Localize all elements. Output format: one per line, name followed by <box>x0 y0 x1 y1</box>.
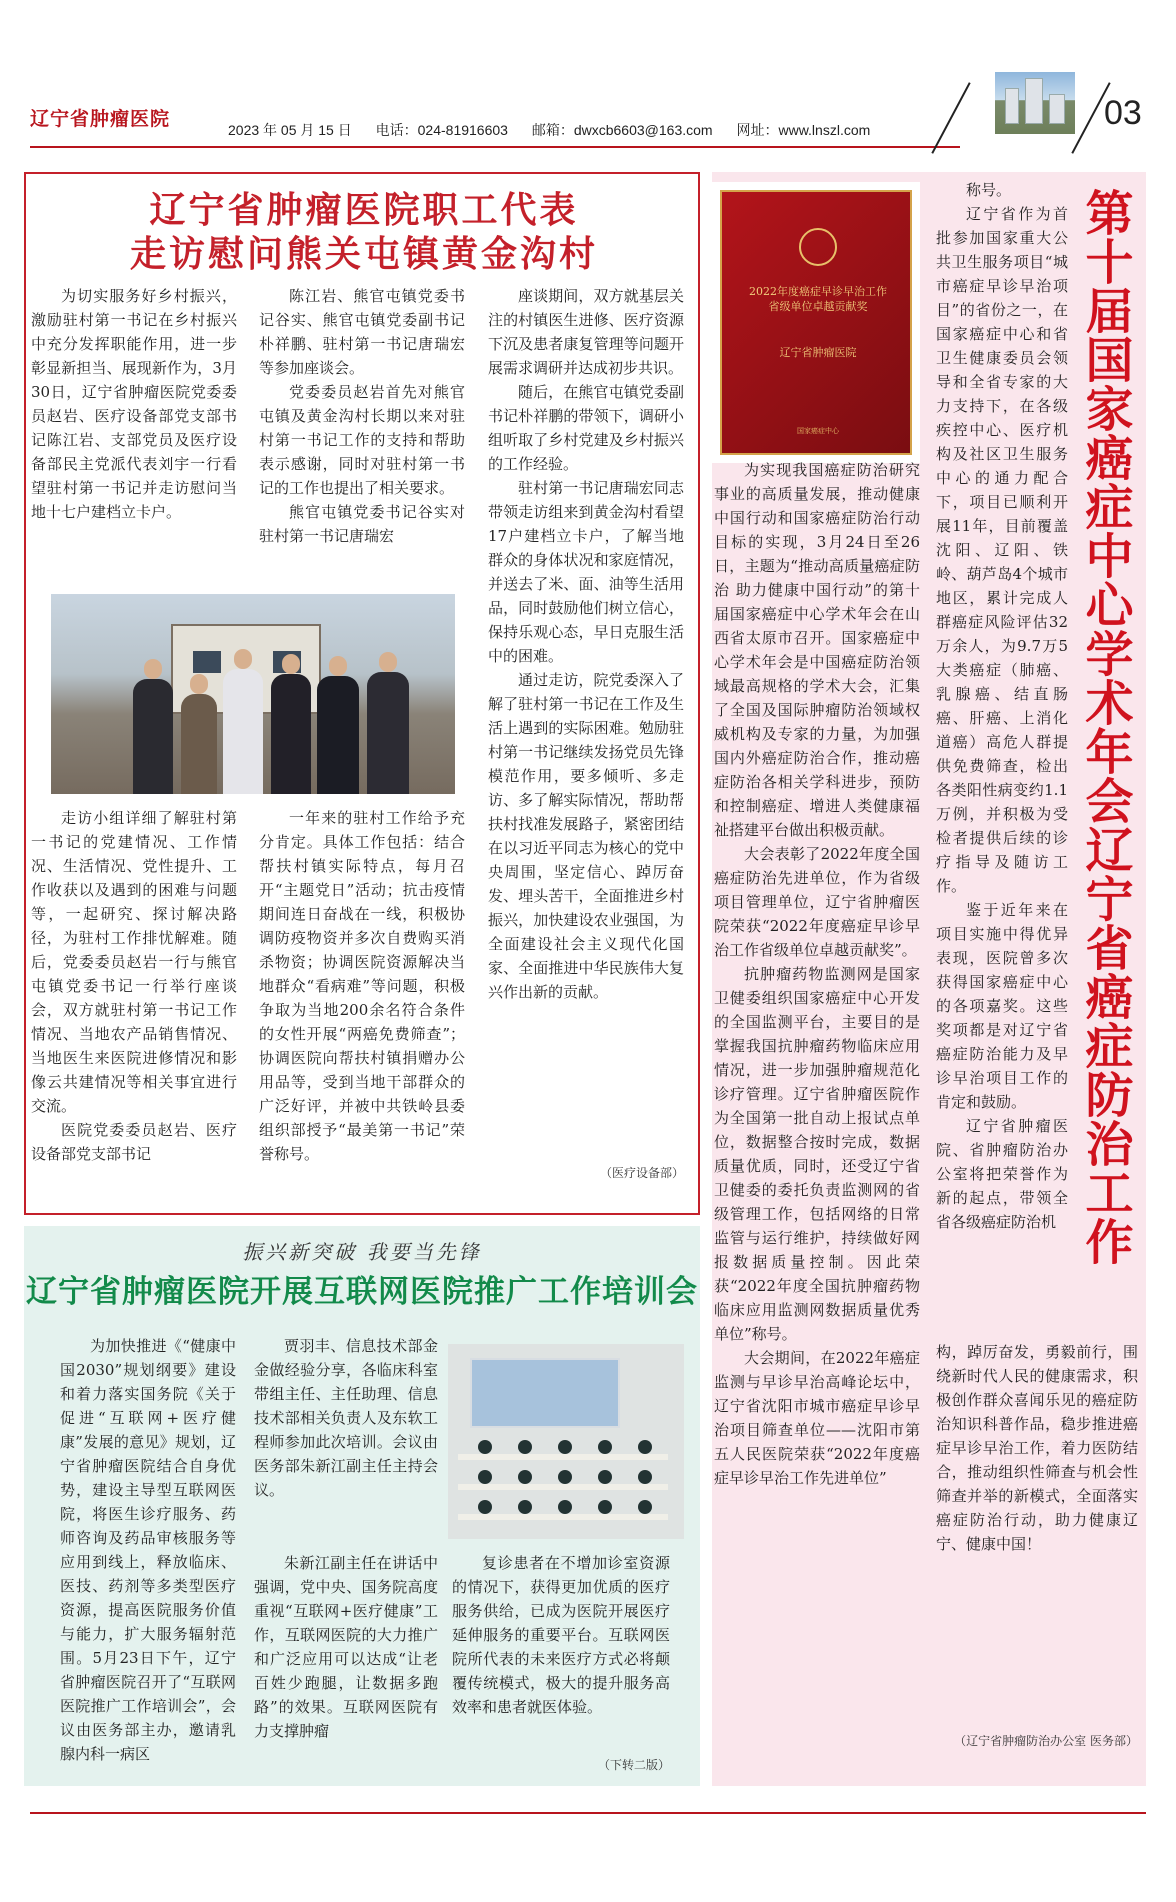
text-column: 贾羽丰、信息技术部金金做经验分享，各临床科室带组主任、主任助理、信息技术部相关负责人及东软工程师参加此次培训。会议由医务部朱新江副主任主持会议。 <box>254 1337 438 1499</box>
hospital-building-photo <box>995 72 1075 134</box>
text-column: 朱新江副主任在讲话中强调，党中央、国务院高度重视“互联网+医疗健康”工作，互联网医院的大力推广和广泛应用可以达成“让老百姓少跑腿，让数据多跑路”的效果。互联网医院有力支撑肿瘤 <box>254 1554 438 1740</box>
text-column: 构，踔厉奋发，勇毅前行，围绕新时代人民的健康需求，积极创作群众喜闻乐见的癌症防治知识科普作品，稳步推进癌症早诊早治工作，着力医防结合，推动组织性筛查与机会性筛查并举的新模式，全面落实癌症防治行动，助力健康辽宁、健康中国！ <box>936 1343 1138 1553</box>
footer-rule <box>30 1812 1146 1814</box>
article-title-line2: 走访慰问熊关屯镇黄金沟村 <box>129 233 598 275</box>
text-column: 走访小组详细了解驻村第一书记的党建情况、工作情况、生活情况、党性提升、工作收获以及遇到的困难与问题等，一起研究、探讨解决路径，为驻村工作排忧解难。随后，党委委员赵岩一行与熊官屯镇党委书记一行举行座谈会，双方就驻村第一书记工作情况、当地农产品销售情况、当地医生来医院进修情况和影像云共建情况等相关事宜进行交流。 医院党委委员赵岩、医疗设备部党支部书记 <box>31 809 237 1163</box>
website: 网址：www.lnszl.com <box>736 122 871 138</box>
article-title-line1: 辽宁省肿瘤医院职工代表 <box>149 189 579 231</box>
text-column: 陈江岩、熊官屯镇党委书记谷实、熊官屯镇党委副书记朴祥鹏、驻村第一书记唐瑞宏等参加座谈会。 党委委员赵岩首先对熊官屯镇及黄金沟村长期以来对驻村第一书记工作的支持和帮助表示感谢，同时对驻村第一书记的工作也提出了相关要求。 熊官屯镇党委书记谷实对驻村第一书记唐瑞宏 <box>259 287 465 545</box>
award-certificate-photo <box>712 182 920 463</box>
article-award <box>712 172 1146 1786</box>
issue-date: 2023 年 05 月 15 日 <box>228 122 352 138</box>
certificate-line2: 省级单位卓越贡献奖 <box>768 300 868 313</box>
page-number: 03 <box>1104 94 1142 132</box>
article-visit <box>24 172 700 1215</box>
author-signature: （辽宁省肿瘤防治办公室 医务部） <box>954 1734 1138 1748</box>
certificate-recipient: 辽宁省肿瘤医院 <box>779 346 857 359</box>
header-divider <box>931 82 970 154</box>
header-rule <box>30 146 960 148</box>
group-photo <box>51 594 455 794</box>
text-column: 一年来的驻村工作给予充分肯定。具体工作包括：结合帮扶村镇实际特点，每月召开“主题党日”活动；抗击疫情期间连日奋战在一线，积极协调防疫物资并多次自费购买消杀物资；协调医院资源解决当地群众“看病难”等问题，积极争取为当地200余名符合条件的女性开展“两癌免费筛查”；协调医院向帮扶村镇捐赠办公用品等，受到当地干部群众的广泛好评，并被中共铁岭县委组织部授予“最美第一书记”荣誉称号。 <box>259 809 465 1163</box>
article-title-vertical: 第十届国家癌症中心学术年会辽宁省癌症防治工作 <box>1077 188 1133 1266</box>
text-column: 为实现我国癌症防治研究事业的高质量发展，推动健康中国行动和国家癌症防治行动目标的实现，3月24日至26日，主题为“推动高质量癌症防治 助力健康中国行动”的第十届国家癌症中心学术年会在山西省太原市召开。国家癌症中心学术年会是中国癌症防治领域最高规格的学术大会，汇集了全国及国际肿瘤防治领域权威机构及专家的力量，为加强国内外癌症防治合作，推动癌症防治各相关学科进步，预防和控制癌症、增进人类健康福祉搭建平台做出积极贡献。 大会表彰了2022年度全国癌症防治先进单位，作为省级项目管理单位，辽宁省肿瘤医院荣获“2022年度癌症早诊早治工作省级单位卓越贡献奖”。 抗肿瘤药物监测网是国家卫健委组织国家癌症中心开发的全国监测平台，主要目的是掌握我国抗肿瘤药物临床应用情况，进一步加强肿瘤规范化诊疗管理。辽宁省肿瘤医院作为全国第一批自动上报试点单位，数据整合按时完成，数据质量优质，同时，还受辽宁省卫健委的委托负责监测网的省级管理工作，包括网络的日常监管与运行维护，持续做好网报数据质量控制。因此荣获“2022年度全国抗肿瘤药物临床应用监测网数据质量优秀单位”称号。 大会期间，在2022年癌症监测与早诊早治高峰论坛中，辽宁省沈阳市城市癌症早诊早治项目筛查单位——沈阳市第五人民医院荣获“2022年度癌症早诊早治工作先进单位” <box>714 461 920 1487</box>
text-column: 复诊患者在不增加诊室资源的情况下，获得更加优质的医疗服务供给，已成为医院开展医疗延伸服务的重要平台。互联网医院所代表的未来医疗方式必将颠覆传统模式，极大的提升服务高效率和患者就医体验。 <box>452 1554 670 1716</box>
certificate-issuer: 国家癌症中心 <box>797 427 839 435</box>
training-photo <box>448 1344 684 1539</box>
text-column: 为加快推进《“健康中国2030”规划纲要》建设和着力落实国务院《关于促进“互联网+医疗健康”发展的意见》规划，辽宁省肿瘤医院结合自身优势，建设主导型互联网医院，将医生诊疗服务、药师咨询及药品审核服务等应用到线上，释放临床、医技、药剂等多类型医疗资源，提高医院服务价值与能力，扩大服务辐射范围。5月23日下午，辽宁省肿瘤医院召开了“互联网医院推广工作培训会”，会议由医务部主办，邀请乳腺内科一病区 <box>60 1337 236 1763</box>
text-column: 为切实服务好乡村振兴，激励驻村第一书记在乡村振兴中充分发挥职能作用，进一步彰显新担当、展现新作为，3月30日，辽宁省肿瘤医院党委委员赵岩、医疗设备部党支部书记陈江岩、支部党员及医疗设备部民主党派代表刘宇一行看望驻村第一书记并走访慰问当地十七户建档立卡户。 <box>31 287 237 521</box>
author-signature: （医疗设备部） <box>599 1166 684 1180</box>
contact-phone: 电话：024-81916603 <box>375 122 508 138</box>
text-column: 称号。 辽宁省作为首批参加国家重大公共卫生服务项目“城市癌症早诊早治项目”的省份之一，在国家癌症中心和省卫生健康委员会领导和全省专家的大力支持下，在各级疾控中心、医疗机构及社区卫生服务中心的通力配合下，项目已顺利开展11年，目前覆盖沈阳、辽阳、铁岭、葫芦岛4个城市地区，累计完成人群癌症风险评估32万余人，为9.7万5大类癌症（肺癌、乳腺癌、结直肠癌、肝癌、上消化道癌）高危人群提供免费筛查，检出各类阳性病变约1.1万例，并积极为受检者提供后续的诊疗指导及随访工作。 鉴于近年来在项目实施中得优异表现，医院曾多次获得国家癌症中心的各项嘉奖。这些奖项都是对辽宁省癌症防治能力及早诊早治项目工作的肯定和鼓励。 辽宁省肿瘤医院、省肿瘤防治办公室将把荣誉作为新的起点，带领全省各级癌症防治机 <box>936 181 1068 1231</box>
header-info <box>228 120 890 140</box>
emblem-icon <box>799 228 837 266</box>
text-column: 座谈期间，双方就基层关注的村镇医生进修、医疗资源下沉及患者康复管理等问题开展需求调研并达成初步共识。 随后，在熊官屯镇党委副书记朴祥鹏的带领下，调研小组听取了乡村党建及乡村振兴的工作经验。 驻村第一书记唐瑞宏同志带领走访组来到黄金沟村看望17户建档立卡户，了解当地群众的身体状况和家庭情况，并送去了米、面、油等生活用品，同时鼓励他们树立信心，保持乐观心态，早日克服生活中的困难。 通过走访，院党委深入了解了驻村第一书记在工作及生活上遇到的实际困难。勉励驻村第一书记继续发扬党员先锋模范作用，要多倾听、多走访、多了解实际情况，帮助帮扶村找准发展路子，紧密团结在以习近平同志为核心的党中央周围，坚定信心、踔厉奋发、埋头苦干，全面推进乡村振兴，加快建设农业强国，为全面建设社会主义现代化国家、全面推进中华民族伟大复兴作出新的贡献。 <box>488 287 684 1001</box>
article-kicker: 振兴新突破 我要当先锋 <box>242 1240 482 1264</box>
article-training <box>24 1226 700 1786</box>
continued-note: （下转二版） <box>597 1758 670 1772</box>
article-title: 辽宁省肿瘤医院开展互联网医院推广工作培训会 <box>26 1274 698 1310</box>
certificate-line1: 2022年度癌症早诊早治工作 <box>749 285 887 298</box>
contact-email: 邮箱：dwxcb6603@163.com <box>531 122 713 138</box>
masthead-logo: 辽宁省肿瘤医院 <box>30 108 171 130</box>
